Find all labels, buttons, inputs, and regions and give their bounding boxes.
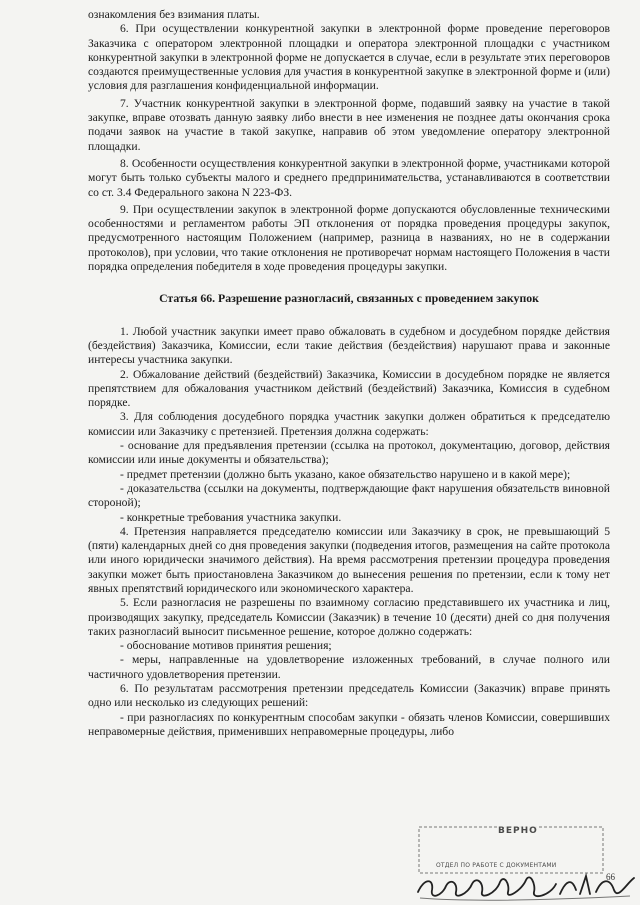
paragraph-item-7: 7. Участник конкурентной закупки в электронной форме, подавший заявку на участие в такой закупке, вправе отозвать данную заявку либо внести в нее изменения не позднее даты окончания срока подачи заявок на участие в такой закупке, направив об этом уведомление оператору электронной площадки. (88, 96, 610, 153)
article-item-3: 3. Для соблюдения досудебного порядка участник закупки должен обратиться к председателю комиссии или Заказчику с претензией. Претензия должна содержать: (88, 410, 610, 438)
article-item-5: 5. Если разногласия не разрешены по взаимному согласию представившего их участника и лиц, производящих закупку, председатель Комиссии (Заказчик) в течение 10 (десяти) дней со дня получения таких разногласий выносит письменное решение, которое должно содержать: (88, 596, 610, 638)
article-item-4: 4. Претензия направляется председателю комиссии или Заказчику в срок, не превышающий 5 (пяти) календарных дней со дня проведения закупки (подведения итогов, размещения на сайте протокола или иного юридически значимого действия). На время рассмотрения претензии процедура проведения закупки может быть приостановлена Заказчиком до вынесения решения по претензии, если к тому нет явных препятствий юридического или экономического характера. (88, 524, 610, 595)
claim-evidence-item: - доказательства (ссылки на документы, подтверждающие факт нарушения обязательств виновной стороной); (88, 481, 610, 510)
paragraph-item-6: 6. При осуществлении конкурентной закупки в электронной форме проведение переговоров Заказчика с оператором электронной площадки и оператора электронной площадки с участником конкурентной закупки в электронной форме не допускается в случае, если в результате этих переговоров создаются преимущественные условия для участия в конкурентной закупке в электронной форме и (или) условия для разглашения конфиденциальной информации. (88, 22, 610, 93)
decision-motives-item: - обоснование мотивов принятия решения; (120, 639, 332, 653)
article-heading: Статья 66. Разрешение разногласий, связанных с проведением закупок (159, 291, 539, 306)
claim-requirements-item: - конкретные требования участника закупки. (120, 510, 342, 524)
page-number: 66 (606, 872, 615, 882)
decision-measures-item: - меры, направленные на удовлетворение изложенных требований, в случае полного или частичного удовлетворения претензии. (88, 653, 610, 681)
claim-basis-item: - основание для предъявления претензии (ссылка на протокол, документацию, договор, действия комиссии или иные документы и обязательства); (88, 439, 610, 467)
stamp-department: ОТДЕЛ ПО РАБОТЕ С ДОКУМЕНТАМИ (436, 862, 557, 869)
stamp-title: ВЕРНО (498, 826, 538, 836)
article-item-6: 6. По результатам рассмотрения претензии председатель Комиссии (Заказчик) вправе принять одно или несколько из следующих решений: (88, 682, 610, 710)
article-item-1: 1. Любой участник закупки имеет право обжаловать в судебном и досудебном порядке действия (бездействия) Заказчика, Комиссии, если такие действия (бездействия) нарушают права и законные интересы участника закупки. (88, 324, 610, 367)
handwritten-signature-icon (410, 860, 640, 905)
paragraph-item-8: 8. Особенности осуществления конкурентной закупки в электронной форме, участниками которой могут быть только субъекты малого и среднего предпринимательства, устанавливаются в соответствии со ст. 3.4 Федерального закона N 223-ФЗ. (88, 156, 610, 199)
paragraph-item-9: 9. При осуществлении закупок в электронной форме допускаются обусловленные техническими особенностями и регламентом работы ЭП отклонения от порядка проведения процедуры закупок, предусмотренного настоящим Положением (например, разница в названиях, но не в содержании протоколов), при условии, что такие отклонения не противоречат нормам настоящего Положения в части порядка определения победителя в ходе проведения процедуры закупки. (88, 202, 610, 274)
article-item-2: 2. Обжалование действий (бездействий) Заказчика, Комиссии в досудебном порядке не является препятствием для обжалования участником действий (бездействий) Заказчика, Комиссия в судебном порядке. (88, 367, 610, 410)
decision-option-item: - при разногласиях по конкурентным способам закупки - обязать членов Комиссии, совершивших неправомерные действия, применивших неправомерные процедуры, либо (88, 710, 610, 738)
claim-subject-item: - предмет претензии (должно быть указано, какое обязательство нарушено и в какой мере); (120, 467, 571, 481)
paragraph-continuation: ознакомления без взимания платы. (88, 8, 260, 21)
